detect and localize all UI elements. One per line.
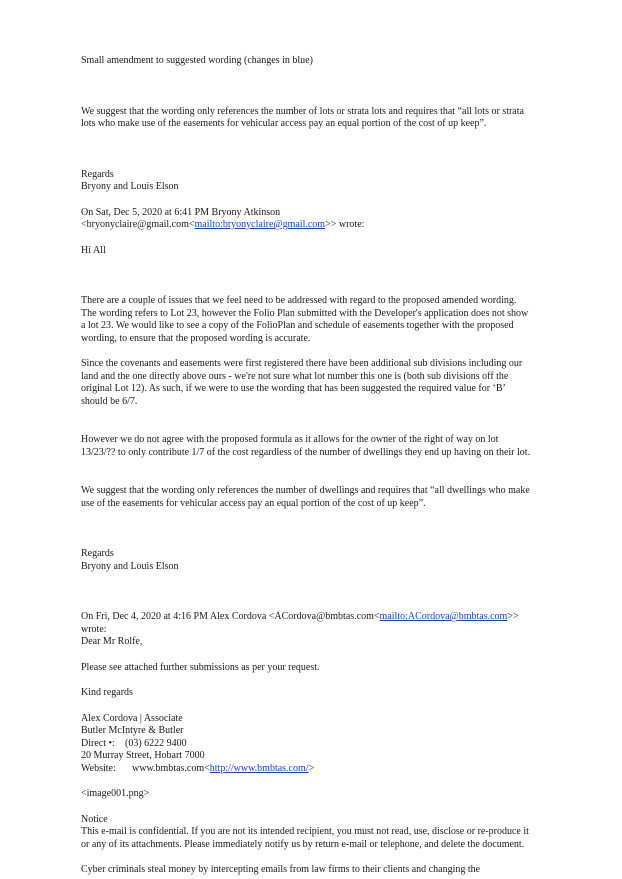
cyber-warning-line: Cyber criminals steal money by intercepting emails from law firms to their clients and changing the [81, 864, 481, 875]
paragraph-line: a lot 23. We would like to see a copy of the FolioPlan and schedule of easements together with the proposed [81, 320, 514, 331]
mailto-link-cordova[interactable]: mailto:ACordova@bmbtas.com [379, 611, 508, 622]
mailto-link-bryony[interactable]: mailto:bryonyclaire@gmail.com [194, 219, 326, 230]
paragraph-line: The wording refers to Lot 23, however the Folio Plan submitted with the Developer's application does not show [81, 307, 529, 319]
regards-text: Regards [81, 168, 114, 180]
sender-names: Bryony and Louis Elson [81, 181, 179, 192]
signature-name-role: Alex Cordova | Associate [81, 712, 183, 724]
quote-wrote: wrote: [81, 623, 107, 635]
quote-email-line [81, 219, 551, 232]
direct-label: Direct •: [81, 737, 115, 749]
greeting: Hi All [81, 244, 106, 256]
paragraph-line: We suggest that the wording only references the number of dwellings and requires that “all dwellings who make [81, 485, 530, 496]
signature-address: 20 Murray Street, Hobart 7000 [81, 750, 205, 761]
signature-firm: Butler McIntyre & Butler [81, 725, 184, 736]
image-placeholder: <image001.png> [81, 788, 150, 799]
regards-text: Regards [81, 548, 114, 559]
submission-line: Please see attached further submissions as per your request. [81, 661, 320, 673]
notice-title: Notice [81, 813, 108, 825]
paragraph-line: Since the covenants and easements were first registered there have been additional sub divisions including our [81, 358, 523, 369]
website-text: www.bmbtas.com< [132, 762, 210, 774]
salutation: Dear Mr Rolfe, [81, 636, 143, 647]
paragraph-line: should be 6/7. [81, 395, 138, 407]
signature-website [81, 763, 551, 776]
paragraph-line: original Lot 12). As such, if we were to use the wording that has been suggested the required value for ‘B’ [81, 383, 506, 394]
intro-line: Small amendment to suggested wording (changes in blue) [81, 55, 313, 66]
direct-phone: (03) 6222 9400 [125, 737, 187, 749]
paragraph-line: However we do not agree with the proposed formula as it allows for the owner of the right of way on lot [81, 434, 499, 445]
quote-header: On Sat, Dec 5, 2020 at 6:41 PM Bryony Atkinson [81, 206, 281, 218]
website-label: Website: [81, 762, 116, 774]
signature-direct [81, 738, 551, 751]
quote-email-prefix: <bryonyclaire@gmail.com< [81, 219, 195, 230]
kind-regards: Kind regards [81, 687, 133, 698]
quote-header-suffix: >> [507, 611, 519, 622]
quote-header-prefix: On Fri, Dec 4, 2020 at 4:16 PM Alex Cordova <ACordova@bmbtas.com< [81, 611, 380, 622]
website-suffix: > [308, 762, 315, 774]
email-document [81, 55, 551, 877]
paragraph-line: wording, to ensure that the proposed wording is accurate. [81, 332, 311, 344]
notice-line: This e-mail is confidential. If you are not its intended recipient, you must not read, use, disclose or re-produce it [81, 826, 529, 837]
paragraph-line: 13/23/?? to only contribute 1/7 of the cost regardless of the number of dwellings they end up having on their lot. [81, 446, 531, 458]
paragraph-line: There are a couple of issues that we feel need to be addressed with regard to the proposed amended wording. [81, 295, 517, 306]
notice-line: or any of its attachments. Please immediately notify us by return e-mail or telephone, and delete the document. [81, 838, 525, 850]
suggestion-line-2: lots who make use of the easements for vehicular access pay an equal portion of the cost of up keep”. [81, 118, 487, 129]
quote-email-suffix: >> wrote: [325, 219, 365, 230]
paragraph-line: land and the one directly above ours - we're not sure what lot number this one is (both sub divisions off the [81, 370, 509, 382]
quote-header-2 [81, 611, 551, 624]
sender-names: Bryony and Louis Elson [81, 560, 179, 572]
paragraph-line: use of the easements for vehicular access pay an equal portion of the cost of up keep”. [81, 497, 426, 509]
suggestion-line-1: We suggest that the wording only references the number of lots or strata lots and requires that “all lots or strata [81, 105, 524, 117]
website-link[interactable]: http://www.bmbtas.com/ [209, 762, 309, 774]
